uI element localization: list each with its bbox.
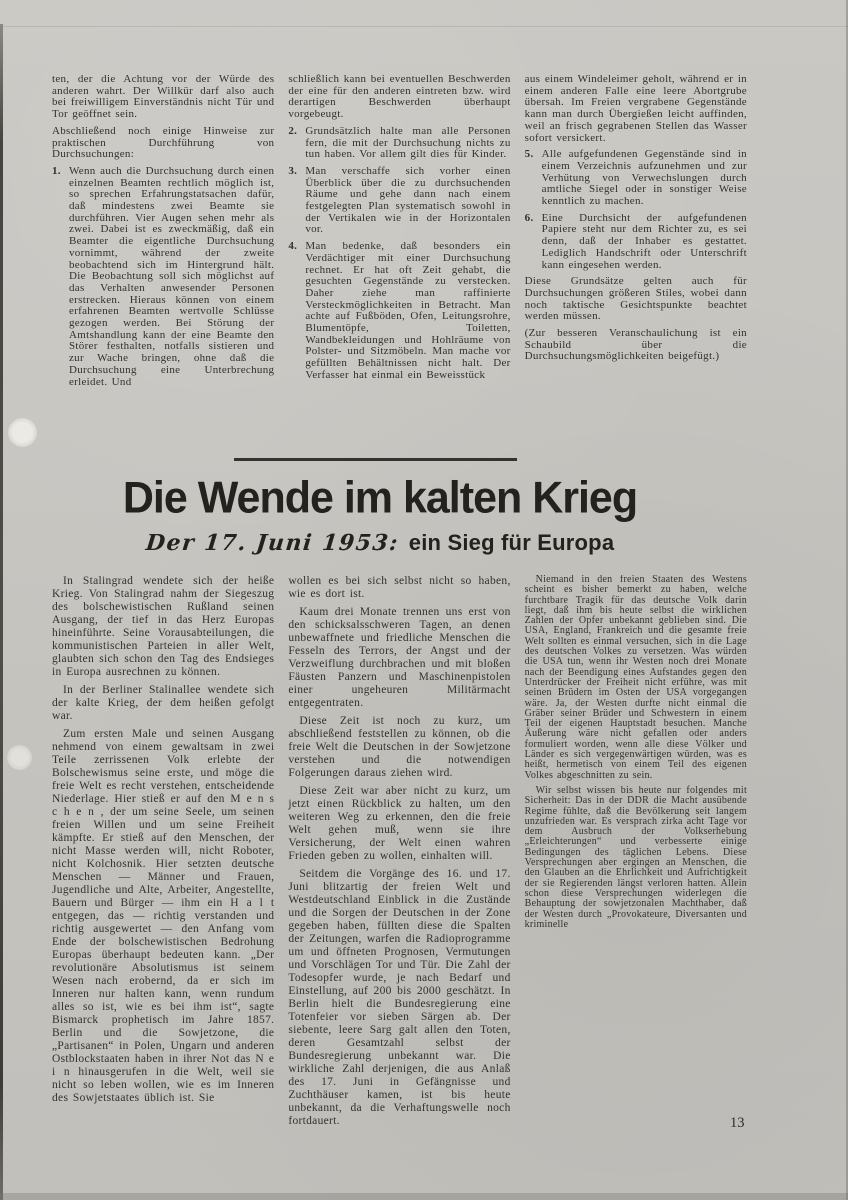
item-number: 3. (288, 164, 298, 177)
section-divider-rule (234, 458, 517, 461)
paragraph: Seitdem die Vorgänge des 16. und 17. Juni blitzartig der freien Welt und Westdeutschland Einblick in die Zustände und die Sorgen der Deutschen in der Zone gegeben haben, füllten diese die Spalten der Zeitungen, warfen die Radioprogramme um und öffneten Prognosen, Vermutungen und Vorschlägen Tor und Tür. Die Zahl der Todesopfer wurde, je nach Bedarf und Einstellung, auf 200 bis 2000 geschätzt. In Berlin hielt die Bundesregierung eine Totenfeier vor sieben Särgen ab. Der siebente, leere Sarg galt allen den Toten, deren Gesamtzahl selbst der Bundesregierung unbekannt war. Die wirkliche Zahl derjenigen, die aus Anlaß des 17. Juni in Gefängnisse und Zuchthäuser kamen, ist bis heute unbekannt, da die Verhaftungswelle noch fortdauert. (288, 868, 511, 1127)
main-article-column-3 (525, 575, 747, 1141)
numbered-item (525, 213, 747, 272)
top-article-column-3 (525, 74, 747, 452)
article-header (33, 473, 727, 556)
paragraph: Abschließend noch einige Hinweise zur praktischen Durchführung von Durchsuchungen: (52, 124, 275, 161)
paragraph: (Zur besseren Veranschaulichung ist ein Schaubild über die Durchsuchungsmöglichkeiten beigefügt.) (524, 327, 747, 363)
paragraph: In Stalingrad wendete sich der heiße Krieg. Von Stalingrad nahm der Siegeszug des bolschewistischen Rußland seinen Ausgang, der tief in das Herz Europas hineinführte. Seine Vorausabteilungen, die kommunistischen Parteien in aller Welt, glaubten sich schon den Tag des Endsieges in Europa ausrechnen zu können. (52, 575, 275, 678)
main-article-column-1 (52, 575, 274, 1141)
article-subtitle (33, 530, 727, 556)
paragraph: schließlich kann bei eventuellen Beschwerden der eine für den anderen eintreten bzw. wird derartigen Beschwerden überhaupt vorgebeugt. (288, 74, 511, 121)
main-article (52, 575, 747, 1141)
paragraph: Man bedenke, daß besonders ein Verdächtiger mit einer Durchsuchung rechnet. Er hat oft Zeit gehabt, die gesuchten Gegenstände zu verstecken. Daher ziehe man raffinierte Versteckmöglichkeiten in Betracht. Man achte auf Fußböden, Ofen, Leitungsrohre, Blumentöpfe, Toiletten, Wandbekleidungen und Hohlräume von Polster- und Sitzmöbeln. Man mache vor gefüllten Behältnissen nicht halt. Der Verfasser hat einmal ein Beweisstück (305, 240, 511, 381)
paragraph: wollen es bei sich selbst nicht so haben, wie es dort ist. (288, 575, 511, 600)
item-number: 6. (524, 211, 534, 224)
paragraph: Eine Durchsicht der aufgefundenen Papiere steht nur dem Richter zu, es sei denn, daß der Inhaber es gestattet. Lediglich Handschrift oder Unterschrift kann eingesehen werden. (541, 211, 747, 271)
item-number: 4. (288, 240, 298, 253)
numbered-item (525, 149, 747, 208)
article-subtitle-date: Der 17. Juni 1953: (144, 530, 401, 556)
paragraph: Diese Grundsätze gelten auch für Durchsuchungen größeren Stiles, wobei dann noch taktische Gesichtspunkte beachtet werden müssen. (524, 275, 747, 323)
item-number: 5. (524, 148, 534, 161)
numbered-item (52, 166, 274, 388)
paragraph: Zum ersten Male und seinen Ausgang nehmend von einem gewaltsam in zwei Teile zerrissenen Volk erlebte der Bolschewismus seine erste, und möge die freie Welt es recht verstehen, entscheidende Niederlage. Hier stieß er auf den M e n s c h e n , der um seine Seele, um seinen freien Willen und um seine Freiheit kämpfte. Er stieß auf den Menschen, der nicht Masse werden will, nicht Roboter, nicht Kolchosnik. Hier setzten deutsche Menschen — Männer und Frauen, Jugendliche und Alte, Arbeiter, Angestellte, Bauern und Bürger — ihm ein H a l t entgegen, das — richtig verstanden und richtig ausgewertet — den Anfang vom Ende der bolschewistischen Bedrohung Europas überhaupt bedeuten kann. „Der revolutionäre Absolutismus ist seinem Wesen nach erobernd, da er sich im Inneren nur halten kann, wenn rundum alles so ist, wie es bei ihm ist“, sagte Bismarck prophetisch im Jahre 1857. Berlin und die Sowjetzone, die „Partisanen“ in Polen, Ungarn und anderen Ostblockstaaten haben in ihrer Not das N e i n hinausgerufen in die Welt, weil sie nicht so leben wollen, wie es im Inneren des Sowjetstaates üblich ist. Sie (52, 728, 275, 1104)
item-number: 2. (288, 124, 298, 137)
page-left-edge (0, 24, 3, 1200)
paragraph: Alle aufgefundenen Gegenstände sind in einem Verzeichnis aufzunehmen und zur Verhütung von Verwechslungen durch amtliche Siegel oder in sonstiger Weise kenntlich zu machen. (541, 148, 747, 208)
paragraph: Grundsätzlich halte man alle Personen fern, die mit der Durchsuchung nichts zu tun haben. Vor allem gilt dies für Kinder. (305, 124, 511, 161)
numbered-item (288, 166, 510, 236)
punch-hole-bottom (7, 745, 32, 770)
top-article-column-1 (52, 74, 274, 452)
paragraph: aus einem Windeleimer geholt, während er in einem anderen Falle eine leere Abortgrube übersah. Im Freien vergrabene Gegenstände kann man durch Übergießen leicht auffinden, weil an frisch gegrabenen Stellen das Wasser sofort versickert. (524, 74, 747, 144)
paper-seam (0, 26, 848, 27)
main-article-column-2 (288, 575, 510, 1141)
top-article-column-2 (288, 74, 510, 452)
page-number: 13 (730, 1115, 745, 1131)
page-bottom-edge (0, 1193, 848, 1200)
paragraph: In der Berliner Stalinallee wendete sich der kalte Krieg, der dem heißen gefolgt war. (52, 684, 275, 722)
paragraph: Niemand in den freien Staaten des Westens scheint es bisher bemerkt zu haben, welche furchtbare Tragik für das deutsche Volk darin liegt, daß ihm bis heute selbst die wirklichen Zahlen der Opfer unbekannt geblieben sind. Die USA, England, Frankreich und die gesamte freie Welt sollten es einmal versuchen, sich in die Lage des deutschen Volkes zu versetzen. Was würden die USA tun, wenn ihr Westen noch drei Monate nach der Beendigung eines Aufstandes gegen den Unterdrücker der Freiheit nicht erführe, was mit seinen Brüdern im Osten der USA vorgegangen wäre. Ja, der Westen durfte nicht einmal die Gräber seiner Brüder und Schwestern in einem Teil der eigenen Hauptstadt besuchen. Manche Äußerung wäre nicht gefallen oder anders formuliert worden, wenn alle diese Völker und Länder es sich vergegenwärtigen würden, was es heißt, hermetisch von einem Teil des eigenen Volkes abgeschnitten zu sein. (524, 575, 747, 781)
item-number: 1. (52, 164, 61, 177)
paragraph: Wenn auch die Durchsuchung durch einen einzelnen Beamten rechtlich möglich ist, so sprechen Erfahrungstatsachen dafür, daß mindestens zwei Beamte sie durchführen. Vier Augen sehen mehr als zwei. Dabei ist es zweckmäßig, daß ein Beamter die eigentliche Durchsuchung vornimmt, während der zweite beobachtend sich im Hintergrund hält. Die Beobachtung soll sich möglichst auf das Verhalten anwesender Personen erstrecken. Hieraus können von einem erfahrenen Beamten wertvolle Schlüsse gezogen werden. Bei Störung der Amtshandlung kann der eine Beamte den Störer festhalten, notfalls sistieren und zur Wache bringen, ohne daß die Durchsuchung eine Unterbrechung erleidet. Und (69, 164, 275, 388)
paragraph: ten, der die Achtung vor der Würde des anderen wahrt. Der Willkür darf also auch bei freiwilligem Einverständnis nicht Tür und Tor geöffnet sein. (52, 74, 275, 121)
numbered-item (288, 126, 510, 161)
paragraph: Diese Zeit war aber nicht zu kurz, um jetzt einen Rückblick zu halten, um den weiteren Weg zu erkennen, den die freie Welt gehen muß, wenn sie ihre Versicherung, der Welt einen wahren Frieden geben zu wollen, einhalten will. (288, 785, 511, 862)
paragraph: Man verschaffe sich vorher einen Überblick über die zu durchsuchenden Räume und gehe dann nach einem festgelegten Plan systematisch sowohl in der Vertikalen wie in der Horizontalen vor. (305, 164, 511, 236)
punch-hole-top (8, 418, 37, 447)
article-subtitle-slogan: ein Sieg für Europa (408, 530, 615, 555)
paragraph: Wir selbst wissen bis heute nur folgendes mit Sicherheit: Das in der DDR die Macht ausübende Regime fühlte, daß die Bevölkerung seit langem unzufrieden war. Es versprach zirka acht Tage vor dem Ausbruch der Volkserhebung „Erleichterungen“ und verbesserte einige Bedingungen des täglichen Lebens. Diese Versprechungen aber ergingen an Menschen, die den Glauben an die Ehrlichkeit und Aufrichtigkeit der sie Regierenden längst verloren hatten. Allein schon diese Versprechungen widerlegen die Behauptung der sowjetzonalen Machthaber, daß der Westen durch „Provokateure, Diversanten und kriminelle (524, 784, 747, 930)
paragraph: Diese Zeit ist noch zu kurz, um abschließend feststellen zu können, ob die freie Welt die Deutschen in der Sowjetzone verstehen und die notwendigen Folgerungen daraus ziehen wird. (288, 715, 511, 779)
article-title: Die Wende im kalten Krieg (122, 473, 638, 523)
top-article (52, 74, 747, 452)
paragraph: Kaum drei Monate trennen uns erst von den schicksalsschweren Tagen, an denen unbewaffnete und friedliche Menschen die Fesseln des Terrors, der Angst und der Verzweiflung durchbrachen und mit bloßen Fäusten Panzern und Maschinenpistolen einer ungeheuren Militärmacht entgegentraten. (288, 606, 511, 709)
numbered-item (288, 241, 510, 381)
